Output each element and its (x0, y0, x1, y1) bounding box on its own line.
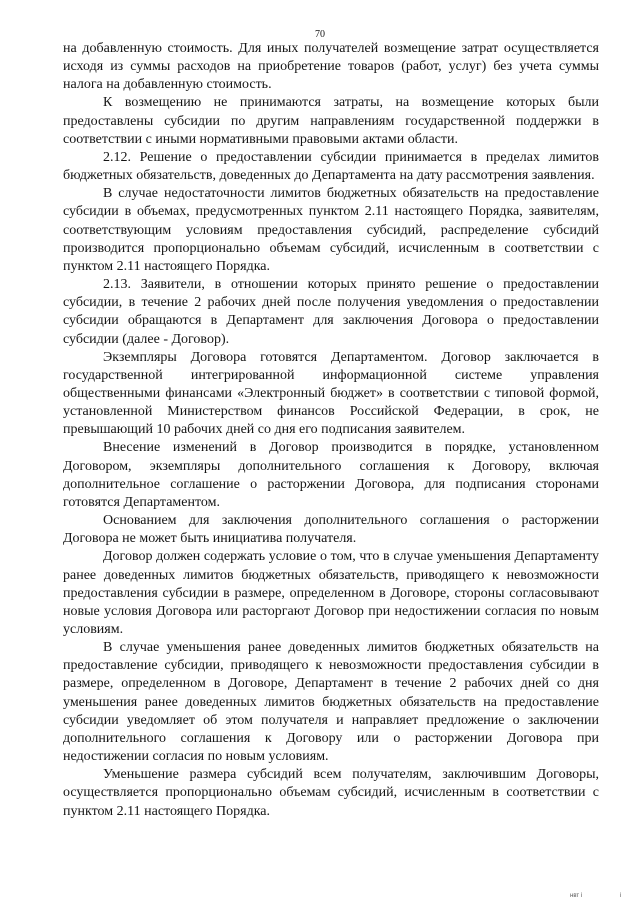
paragraph: Уменьшение размера субсидий всем получателям, заключившим Договоры, осуществляется пропорционально объемам субсидий, исчисленным в соответствии с пунктом 2.11 настоящего Порядка. (63, 767, 599, 819)
paragraph: Внесение изменений в Договор производится в порядке, установленном Договором, экземпляры дополнительного соглашения к Договору, включая дополнительное соглашение о расторжении Договора, для подписания сторонами готовятся Департаментом. (63, 440, 599, 510)
page-number: 70 (315, 29, 325, 40)
paragraph: Основанием для заключения дополнительного соглашения о расторжении Договора не может быть инициатива получателя. (63, 513, 599, 547)
paragraph: К возмещению не принимаются затраты, на возмещение которых были предоставлены субсидии по другим направлениям государственной поддержки в соответствии с иными нормативными правовыми актами области. (63, 95, 599, 147)
paragraph-clause-2-13: 2.13. Заявители, в отношении которых принято решение о предоставлении субсидии, в течение 2 рабочих дней после получения уведомления о предоставлении субсидии обращаются в Департамент для заключения Договора о предоставлении субсидии (далее - Договор). (63, 277, 599, 347)
paragraph-clause-2-12: 2.12. Решение о предоставлении субсидии принимается в пределах лимитов бюджетных обязательств, доведенных до Департамента на дату рассмотрения заявления. (63, 149, 599, 184)
paragraph: Экземпляры Договора готовятся Департаментом. Договор заключается в государственной интегрированной информационной системе управления общественными финансами «Электронный бюджет» в соответствии с типовой формой, установленной Министерством финансов Российской Федерации, в срок, не превышающий 10 рабочих дней со дня его подписания заявителем. (63, 349, 599, 438)
scan-footer-mark-right: і (620, 893, 622, 899)
scan-footer-mark: нвт і (570, 893, 583, 899)
document-body (63, 40, 599, 821)
paragraph: Договор должен содержать условие о том, что в случае уменьшения Департаменту ранее доведенных лимитов бюджетных обязательств, приводящего к невозможности предоставления субсидии в размере, определенном в Договоре, стороны согласовывают новые условия Договора или расторгают Договор при недостижении согласия по новым условиям. (63, 549, 599, 637)
paragraph: В случае недостаточности лимитов бюджетных обязательств на предоставление субсидии в объемах, предусмотренных пунктом 2.11 настоящего Порядка, заявителям, соответствующим условиям предоставления субсидий, распределение субсидий производится пропорционально объемам субсидий, исчисленным в соответствии с пунктом 2.11 настоящего Порядка. (63, 186, 599, 274)
paragraph: В случае уменьшения ранее доведенных лимитов бюджетных обязательств на предоставление субсидии, приводящего к невозможности предоставления субсидии в размере, определенном в Договоре, Департамент в течение 2 рабочих дней со дня уменьшения ранее доведенных лимитов бюджетных обязательств на предоставление субсидии уведомляет об этом получателя и направляет предложение о заключении дополнительного соглашения к Договору или о расторжении Договора при недостижении согласия по новым условиям. (63, 640, 599, 765)
paragraph-continuation: на добавленную стоимость. Для иных получателей возмещение затрат осуществляется исходя из суммы расходов на приобретение товаров (работ, услуг) без учета суммы налога на добавленную стоимость. (63, 41, 599, 93)
